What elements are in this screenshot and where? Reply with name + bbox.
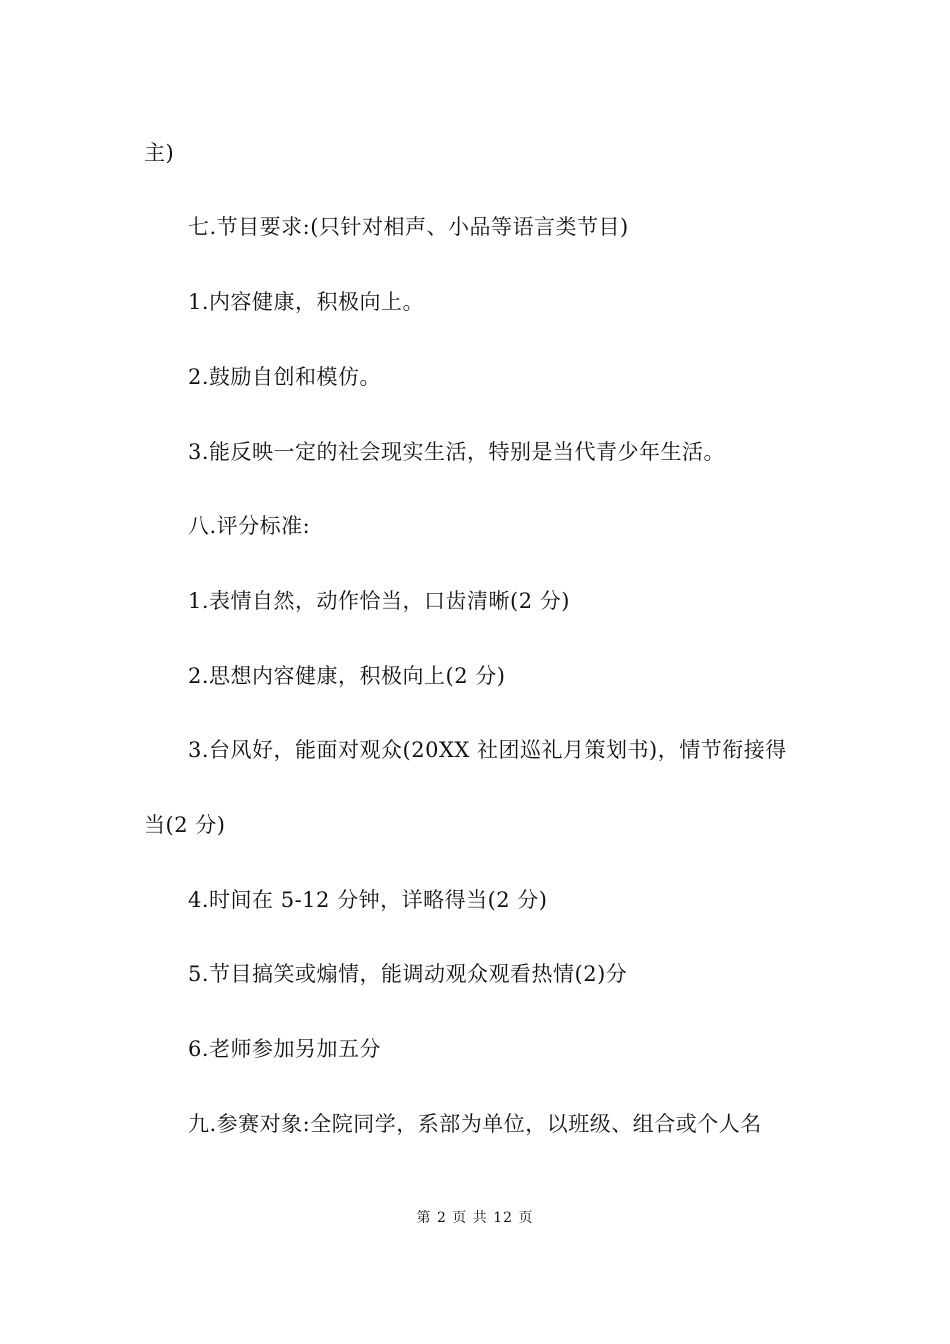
list-item: 5.节目搞笑或煽情，能调动观众观看热情(2)分 — [188, 962, 628, 986]
list-item: 4.时间在 5-12 分钟，详略得当(2 分) — [188, 888, 548, 912]
text-line: 当(2 分) — [144, 813, 226, 837]
text-line: 主) — [144, 141, 175, 165]
list-item: 1.内容健康，积极向上。 — [188, 290, 425, 314]
section-heading: 七.节目要求:(只针对相声、小品等语言类节目) — [188, 215, 629, 239]
list-item: 2.思想内容健康，积极向上(2 分) — [188, 664, 506, 688]
list-item: 1.表情自然，动作恰当，口齿清晰(2 分) — [188, 589, 570, 613]
section-heading: 八.评分标准: — [188, 514, 311, 538]
list-item: 3.台风好，能面对观众(20XX 社团巡礼月策划书)，情节衔接得 — [188, 738, 787, 762]
list-item: 2.鼓励自创和模仿。 — [188, 365, 382, 389]
list-item: 3.能反映一定的社会现实生活，特别是当代青少年生活。 — [188, 440, 726, 464]
page-number-label: 第 2 页 共 12 页 — [416, 1210, 534, 1226]
list-item: 6.老师参加另加五分 — [188, 1037, 382, 1061]
page-footer — [0, 1209, 950, 1227]
section-heading: 九.参赛对象:全院同学，系部为单位，以班级、组合或个人名 — [188, 1112, 762, 1136]
